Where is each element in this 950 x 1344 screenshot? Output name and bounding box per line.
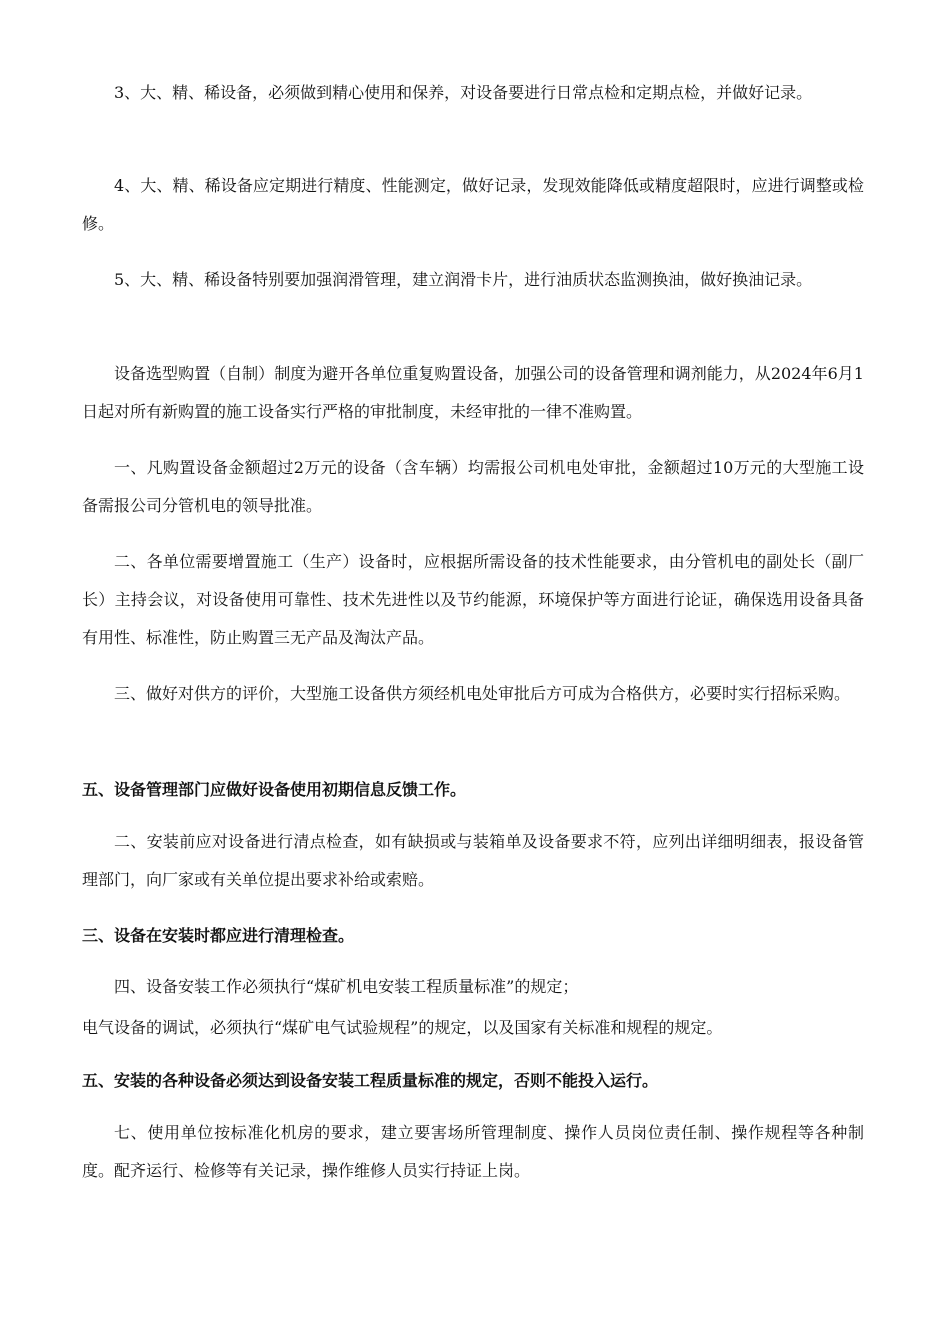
paragraph-item-5: 5、大、精、稀设备特别要加强润滑管理，建立润滑卡片，进行油质状态监测换油，做好换油记录。: [114, 270, 813, 289]
paragraph-item-3: 3、大、精、稀设备，必须做到精心使用和保养，对设备要进行日常点检和定期点检，并做好记录。: [114, 83, 813, 102]
paragraph-equipment-increase: 二、各单位需要增置施工（生产）设备时，应根据所需设备的技术性能要求，由分管机电的副处长（副厂长）主持会议，对设备使用可靠性、技术先进性以及节约能源，环境保护等方面进行论证，确保选用设备具备有用性、标准性，防止购置三无产品及淘汰产品。: [82, 552, 864, 647]
paragraph-procurement-intro: 设备选型购置（自制）制度为避开各单位重复购置设备，加强公司的设备管理和调剂能力，从2024年6月1日起对所有新购置的施工设备实行严格的审批制度，未经审批的一律不准购置。: [82, 364, 864, 421]
paragraph-install-standard: 四、设备安装工作必须执行“煤矿机电安装工程质量标准”的规定；: [114, 977, 579, 996]
paragraph-supplier-evaluation: 三、做好对供方的评价，大型施工设备供方须经机电处审批后方可成为合格供方，必要时实行招标采购。: [114, 684, 851, 703]
paragraph-approval-amount: 一、凡购置设备金额超过2万元的设备（含车辆）均需报公司机电处审批，金额超过10万元的大型施工设备需报公司分管机电的领导批准。: [82, 458, 864, 515]
heading-install-cleaning: 三、设备在安装时都应进行清理检查。: [82, 926, 355, 945]
paragraph-electrical-test: 电气设备的调试，必须执行“煤矿电气试验规程”的规定，以及国家有关标准和规程的规定。: [82, 1018, 723, 1037]
paragraph-item-4: 4、大、精、稀设备应定期进行精度、性能测定，做好记录，发现效能降低或精度超限时，应进行调整或检修。: [82, 176, 864, 233]
heading-install-quality: 五、安装的各种设备必须达到设备安装工程质量标准的规定，否则不能投入运行。: [82, 1071, 659, 1090]
paragraph-machine-room: 七、使用单位按标准化机房的要求，建立要害场所管理制度、操作人员岗位责任制、操作规程等各种制度。配齐运行、检修等有关记录，操作维修人员实行持证上岗。: [82, 1123, 864, 1180]
paragraph-pre-install-check: 二、安装前应对设备进行清点检查，如有缺损或与装箱单及设备要求不符，应列出详细明细表，报设备管理部门，向厂家或有关单位提出要求补给或索赔。: [82, 832, 864, 889]
heading-feedback-work: 五、设备管理部门应做好设备使用初期信息反馈工作。: [82, 780, 467, 799]
